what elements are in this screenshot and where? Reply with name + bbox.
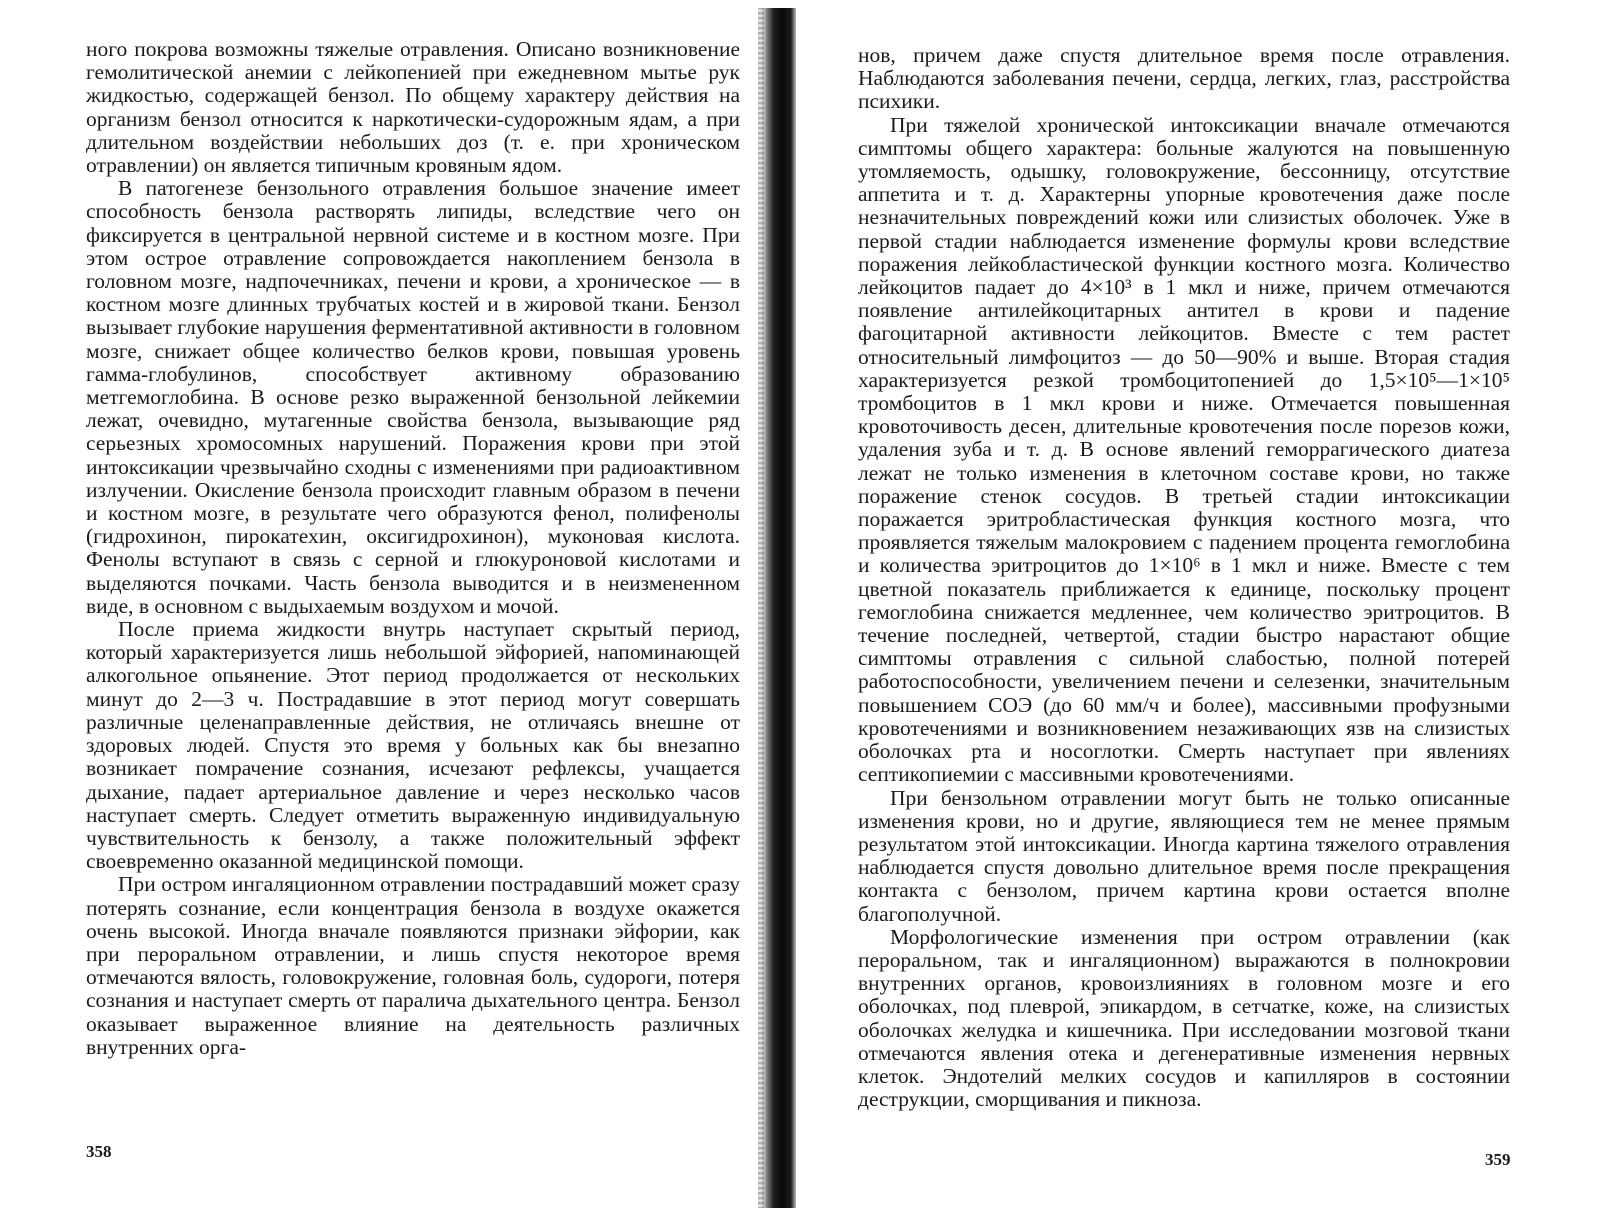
- right-text-column: [858, 44, 1510, 1111]
- paragraph: При остром ингаляционном отравлении пострадавший может сразу потерять сознание, если концентрация бензола в воздухе окажется очень высокой. Иногда вначале появляются признаки эйфории, как при пероральном отравлении, и лишь спустя некоторое время отмечаются вялость, головокружение, головная боль, судороги, потеря сознания и наступает смерть от паралича дыхательного центра. Бензол оказывает выраженное влияние на деятельность различных внутренних орга-: [86, 872, 740, 1059]
- paragraph: При тяжелой хронической интоксикации вначале отмечаются симптомы общего характера: больные жалуются на повышенную утомляемость, одышку, головокружение, бессонницу, отсутствие аппетита и т. д. Характерны упорные кровотечения даже после незначительных повреждений кожи или слизистых оболочек. Уже в первой стадии наблюдается изменение формулы крови вследствие поражения лейкобластической функции костного мозга. Количество лейкоцитов падает до 4×10³ в 1 мкл и ниже, причем отмечаются появление антилейкоцитарных антител в крови и падение фагоцитарной активности лейкоцитов. Вместе с тем растет относительный лимфоцитоз — до 50—90% и выше. Вторая стадия характеризуется резкой тромбоцитопенией до 1,5×10⁵—1×10⁵ тромбоцитов в 1 мкл крови и ниже. Отмечается повышенная кровоточивость десен, длительные кровотечения после порезов кожи, удаления зуба и т. д. В основе явлений геморрагического диатеза лежат не только изменения в клеточном составе крови, но также поражение стенок сосудов. В третьей стадии интоксикации поражается эритробластическая функция костного мозга, что проявляется тяжелым малокровием с падением процента гемоглобина и количества эритроцитов до 1×10⁶ в 1 мкл и ниже. Вместе с тем цветной показатель приближается к единице, поскольку процент гемоглобина снижается медленнее, чем количество эритроцитов. В течение последней, четвертой, стадии быстро нарастают общие симптомы отравления с сильной слабостью, полной потерей работоспособности, увеличением печени и селезенки, значительным повышением СОЭ (до 60 мм/ч и более), массивными профузными кровотечениями и возникновением незаживающих язв на слизистых оболочках рта и носоглотки. Смерть наступает при явлениях септикопиемии с массивными кровотечениями.: [858, 112, 1510, 787]
- paragraph: ного покрова возможны тяжелые отравления. Описано возникновение гемолитической анемии с лейкопенией при ежедневном мытье рук жидкостью, содержащей бензол. По общему характеру действия на организм бензол относится к наркотически-судорожным ядам, а при длительном воздействии небольших доз (т. е. при хроническом отравлении) он является типичным кровяным ядом.: [86, 37, 740, 178]
- paragraph: При бензольном отравлении могут быть не только описанные изменения крови, но и другие, являющиеся тем не менее прямым результатом этой интоксикации. Иногда картина тяжелого отравления наблюдается спустя довольно длительное время после прекращения контакта с бензолом, причем картина крови остается вполне благополучной.: [858, 785, 1510, 926]
- paragraph: Морфологические изменения при остром отравлении (как пероральном, так и ингаляционном) выражаются в полнокровии внутренних органов, кровоизлияниях в головном мозге и его оболочках, под плеврой, эпикардом, в сетчатке, коже, на слизистых оболочках желудка и кишечника. При исследовании мозговой ткани отмечаются явления отека и дегенеративные изменения нервных клеток. Эндотелий мелких сосудов и капилляров в состоянии деструкции, сморщивания и пикноза.: [858, 924, 1510, 1112]
- paragraph: В патогенезе бензольного отравления большое значение имеет способность бензола растворять липиды, вследствие чего он фиксируется в центральной нервной системе и в костном мозге. При этом острое отравление сопровождается накоплением бензола в головном мозге, надпочечниках, печени и крови, а хроническое — в костном мозге длинных трубчатых костей и в жировой ткани. Бензол вызывает глубокие нарушения ферментативной активности в головном мозге, снижает общее количество белков крови, повышая уровень гамма-глобулинов, способствует активному образованию метгемоглобина. В основе резко выраженной бензольной лейкемии лежат, очевидно, мутагенные свойства бензола, вызывающие ряд серьезных хромосомных нарушений. Поражения крови при этой интоксикации чрезвычайно сходны с изменениями при радиоактивном излучении. Окисление бензола происходит главным образом в печени и костном мозге, в результате чего образуются фенол, полифенолы (гидрохинон, пирокатехин, оксигидрохинон), муконовая кислота. Фенолы вступают в связь с серной и глюкуроновой кислотами и выделяются почками. Часть бензола выводится и в неизмененном виде, в основном с выдыхаемым воздухом и мочой.: [86, 176, 740, 618]
- page-number-left: 358: [86, 1142, 112, 1161]
- page-number-right: 359: [1485, 1150, 1511, 1169]
- left-page: [0, 0, 780, 1230]
- book-spine: [762, 8, 796, 1208]
- paragraph: нов, причем даже спустя длительное время после отравления. Наблюдаются заболевания печени, сердца, легких, глаз, расстройства психики.: [858, 43, 1510, 114]
- paragraph: После приема жидкости внутрь наступает скрытый период, который характеризуется лишь небольшой эйфорией, напоминающей алкогольное опьянение. Этот период продолжается от нескольких минут до 2—3 ч. Пострадавшие в этот период могут совершать различные целенаправленные действия, не отличаясь внешне от здоровых людей. Спустя это время у больных как бы внезапно возникает помрачение сознания, исчезают рефлексы, учащается дыхание, падает артериальное давление и через несколько часов наступает смерть. Следует отметить выраженную индивидуальную чувствительность к бензолу, а также положительный эффект своевременно оказанной медицинской помощи.: [86, 617, 740, 874]
- right-page: [800, 0, 1600, 1230]
- left-text-column: [86, 38, 740, 1059]
